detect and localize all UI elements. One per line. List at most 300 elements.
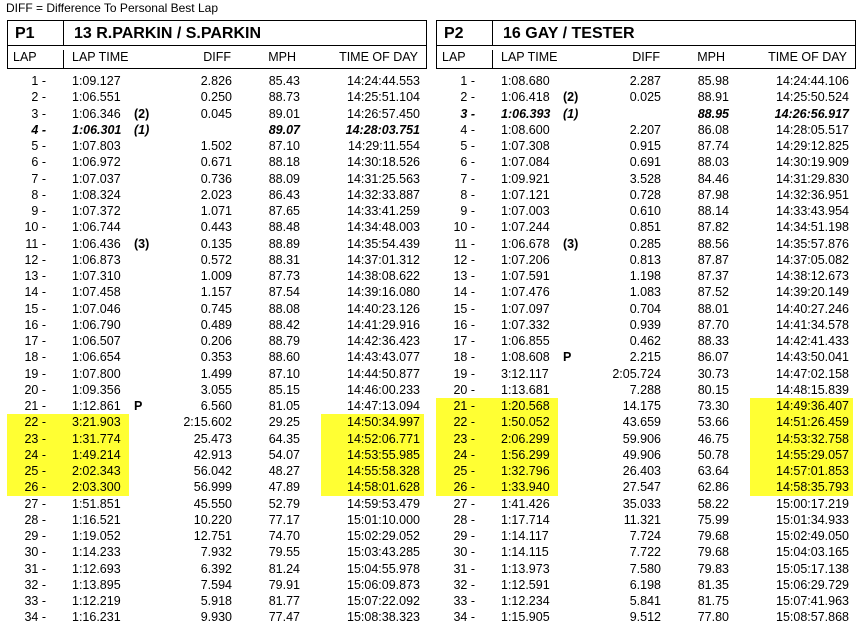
- lap-row: [7, 73, 427, 89]
- mph-value: 77.47: [268, 610, 300, 625]
- lap-time: 1:49.214: [72, 447, 121, 462]
- time-of-day: 14:34:48.003: [347, 220, 420, 235]
- time-of-day: 14:31:29.830: [776, 171, 849, 186]
- time-of-day: 14:53:55.985: [347, 447, 420, 462]
- diff-value: 0.939: [629, 317, 661, 332]
- time-of-day: 14:43:50.041: [776, 350, 849, 365]
- mph-value: 88.48: [268, 220, 300, 235]
- lap-number: 19 -: [453, 366, 475, 381]
- lap-number: 28 -: [24, 512, 46, 527]
- lap-number: 18 -: [24, 350, 46, 365]
- lap-time: 1:06.873: [72, 252, 121, 267]
- driver-panel-p1: [7, 20, 427, 626]
- lap-time: 1:06.678: [501, 236, 550, 251]
- mph-value: 80.15: [697, 382, 729, 397]
- mph-value: 81.77: [268, 594, 300, 608]
- diff-value: 43.659: [622, 415, 661, 430]
- col-mph: MPH: [268, 50, 296, 64]
- diff-value: 7.724: [629, 529, 661, 543]
- position-label: P1: [15, 25, 35, 42]
- mph-value: 85.15: [268, 382, 300, 397]
- lap-row: [7, 398, 427, 414]
- diff-value: 1.009: [200, 269, 232, 283]
- diff-value: 2.023: [200, 187, 232, 202]
- lap-row: [7, 609, 427, 625]
- lap-number: 25 -: [453, 464, 475, 478]
- lap-number: 16 -: [453, 317, 475, 332]
- panel-header: [7, 20, 427, 46]
- lap-number: 18 -: [453, 350, 475, 365]
- lap-number: 3 -: [460, 106, 475, 121]
- mph-value: 85.43: [268, 74, 300, 88]
- lap-row: [7, 447, 427, 463]
- diff-value: 2:05.724: [612, 366, 661, 381]
- lap-row: [436, 317, 856, 333]
- time-of-day: 14:40:27.246: [776, 301, 849, 316]
- lap-number: 8 -: [460, 187, 475, 202]
- diff-value: 1.083: [629, 285, 661, 300]
- lap-number: 9 -: [31, 204, 46, 218]
- time-of-day: 14:46:00.233: [347, 382, 420, 397]
- lap-time: 1:07.591: [501, 269, 550, 283]
- diff-value: 9.512: [629, 610, 661, 625]
- time-of-day: 15:03:43.285: [347, 545, 420, 560]
- lap-row: [436, 138, 856, 154]
- mph-value: 30.73: [697, 366, 729, 381]
- lap-time: 1:07.458: [72, 285, 121, 300]
- mph-value: 81.24: [268, 561, 300, 576]
- lap-time: 1:15.905: [501, 610, 550, 625]
- lap-time: 1:13.895: [72, 577, 121, 592]
- col-lap-time: LAP TIME: [72, 50, 129, 64]
- time-of-day: 14:59:53.479: [347, 496, 420, 511]
- diff-value: 1.502: [200, 139, 232, 153]
- diff-value: 0.704: [629, 301, 661, 316]
- diff-value: 7.288: [629, 382, 661, 397]
- diff-value: 7.594: [200, 577, 232, 592]
- lap-number: 26 -: [24, 480, 46, 495]
- diff-value: 0.353: [200, 350, 232, 365]
- lap-number: 14 -: [24, 285, 46, 300]
- diff-value: 0.728: [629, 187, 661, 202]
- lap-time: 2:06.299: [501, 431, 550, 446]
- time-of-day: 15:07:22.092: [347, 594, 420, 608]
- mph-value: 79.55: [268, 545, 300, 560]
- lap-time: 1:14.115: [501, 545, 549, 560]
- driver-names: 16 GAY / TESTER: [503, 25, 635, 42]
- diff-value: 6.198: [629, 577, 661, 592]
- mph-value: 88.33: [697, 334, 729, 348]
- diff-value: 2.215: [629, 350, 661, 365]
- lap-number: 5 -: [31, 139, 46, 153]
- time-of-day: 14:30:19.909: [776, 155, 849, 170]
- time-of-day: 14:38:12.673: [776, 269, 849, 283]
- lap-row: [436, 398, 856, 414]
- lap-number: 28 -: [453, 512, 475, 527]
- lap-row: [436, 609, 856, 625]
- mph-value: 74.70: [268, 529, 300, 543]
- lap-row: [436, 203, 856, 219]
- lap-time: 1:06.418: [501, 90, 550, 105]
- mph-value: 87.10: [268, 139, 300, 153]
- mph-value: 89.01: [268, 106, 300, 121]
- lap-number: 2 -: [460, 90, 475, 105]
- lap-row: [7, 561, 427, 577]
- lap-time: 1:50.052: [501, 415, 550, 430]
- lap-number: 32 -: [24, 577, 46, 592]
- lap-rows: [7, 73, 427, 626]
- time-of-day: 14:38:08.622: [347, 269, 420, 283]
- mph-value: 54.07: [268, 447, 300, 462]
- lap-time: 1:12.234: [501, 594, 550, 608]
- time-of-day: 14:37:05.082: [776, 252, 849, 267]
- lap-number: 5 -: [460, 139, 475, 153]
- lap-number: 27 -: [24, 496, 46, 511]
- mph-value: 87.74: [697, 139, 729, 153]
- lap-row: [436, 236, 856, 252]
- col-time-of-day: TIME OF DAY: [768, 50, 847, 64]
- mph-value: 88.14: [697, 204, 729, 218]
- panel-header: [436, 20, 856, 46]
- mph-value: 81.05: [268, 399, 300, 413]
- time-of-day: 14:32:33.887: [347, 187, 420, 202]
- mph-value: 79.68: [697, 545, 729, 560]
- time-of-day: 15:02:49.050: [776, 529, 849, 543]
- lap-marker: (1): [134, 122, 150, 137]
- mph-value: 81.75: [697, 594, 729, 608]
- mph-value: 87.10: [268, 366, 300, 381]
- time-of-day: 15:08:38.323: [347, 610, 420, 625]
- lap-row: [436, 479, 856, 495]
- mph-value: 87.52: [697, 285, 729, 300]
- lap-number: 3 -: [31, 106, 46, 121]
- lap-number: 22 -: [24, 415, 46, 430]
- mph-value: 87.87: [697, 252, 729, 267]
- lap-row: [7, 366, 427, 382]
- mph-value: 79.68: [697, 529, 729, 543]
- mph-value: 88.89: [268, 236, 300, 251]
- diff-value: 56.042: [193, 464, 232, 478]
- lap-number: 13 -: [453, 269, 475, 283]
- lap-row: [436, 268, 856, 284]
- time-of-day: 15:01:10.000: [347, 512, 420, 527]
- lap-number: 7 -: [460, 171, 475, 186]
- diff-value: 10.220: [193, 512, 232, 527]
- lap-row: [7, 301, 427, 317]
- time-of-day: 14:44:50.877: [347, 366, 420, 381]
- diff-value: 0.610: [629, 204, 661, 218]
- diff-value: 42.913: [193, 447, 232, 462]
- lap-time: 1:07.372: [72, 204, 121, 218]
- mph-value: 88.18: [268, 155, 300, 170]
- time-of-day: 14:57:01.853: [776, 464, 849, 478]
- time-of-day: 14:49:36.407: [776, 399, 849, 413]
- lap-time: 1:16.521: [72, 512, 121, 527]
- lap-number: 1 -: [460, 74, 475, 88]
- mph-value: 81.35: [697, 577, 729, 592]
- lap-time: 3:21.903: [72, 415, 121, 430]
- lap-number: 14 -: [453, 285, 475, 300]
- diff-value: 5.841: [629, 594, 661, 608]
- diff-value: 0.285: [629, 236, 661, 251]
- time-of-day: 14:39:20.149: [776, 285, 849, 300]
- driver-names: 13 R.PARKIN / S.PARKIN: [74, 25, 261, 42]
- time-of-day: 14:50:34.997: [347, 415, 420, 430]
- time-of-day: 14:47:13.094: [347, 399, 420, 413]
- lap-row: [436, 544, 856, 560]
- lap-row: [436, 219, 856, 235]
- lap-row: [7, 414, 427, 430]
- mph-value: 86.07: [697, 350, 729, 365]
- lap-row: [7, 317, 427, 333]
- lap-number: 30 -: [24, 545, 46, 560]
- diff-value: 0.915: [629, 139, 661, 153]
- lap-row: [7, 528, 427, 544]
- lap-time: 1:51.851: [72, 496, 121, 511]
- lap-time: 1:06.551: [72, 90, 121, 105]
- lap-row: [436, 496, 856, 512]
- lap-row: [436, 301, 856, 317]
- diff-value: 3.055: [200, 382, 232, 397]
- mph-value: 52.79: [268, 496, 300, 511]
- mph-value: 73.30: [697, 399, 729, 413]
- lap-row: [7, 512, 427, 528]
- diff-value: 6.560: [200, 399, 232, 413]
- lap-row: [7, 219, 427, 235]
- lap-row: [436, 106, 856, 122]
- lap-time: 1:09.356: [72, 382, 121, 397]
- lap-marker: P: [563, 350, 572, 365]
- mph-value: 88.31: [268, 252, 300, 267]
- lap-row: [436, 154, 856, 170]
- mph-value: 89.07: [268, 122, 300, 137]
- diff-value: 2.826: [200, 74, 232, 88]
- time-of-day: 14:53:32.758: [776, 431, 849, 446]
- time-of-day: 15:02:29.052: [347, 529, 420, 543]
- lap-number: 8 -: [31, 187, 46, 202]
- lap-time: 1:07.476: [501, 285, 550, 300]
- lap-number: 21 -: [24, 399, 46, 413]
- lap-number: 11 -: [25, 236, 46, 251]
- diff-value: 6.392: [200, 561, 232, 576]
- mph-value: 88.60: [268, 350, 300, 365]
- time-of-day: 14:30:18.526: [347, 155, 420, 170]
- lap-rows: [436, 73, 856, 626]
- lap-time: 1:06.654: [72, 350, 121, 365]
- diff-value: 0.691: [629, 155, 661, 170]
- mph-value: 84.46: [697, 171, 729, 186]
- lap-time: 1:33.940: [501, 480, 550, 495]
- lap-row: [436, 284, 856, 300]
- lap-row: [436, 187, 856, 203]
- lap-number: 10 -: [453, 220, 475, 235]
- col-lap: LAP: [442, 50, 466, 64]
- time-of-day: 14:39:16.080: [347, 285, 420, 300]
- mph-value: 63.64: [697, 464, 729, 478]
- lap-row: [436, 89, 856, 105]
- lap-row: [7, 236, 427, 252]
- header-divider: [492, 50, 493, 68]
- lap-time: 1:12.693: [72, 561, 121, 576]
- diff-value: 26.403: [622, 464, 661, 478]
- driver-panel-p2: [436, 20, 856, 626]
- column-header-row: [7, 46, 427, 69]
- lap-time: 1:07.310: [72, 269, 121, 283]
- lap-time: 1:07.206: [501, 252, 550, 267]
- col-diff: DIFF: [632, 50, 660, 64]
- lap-row: [7, 496, 427, 512]
- lap-row: [436, 382, 856, 398]
- time-of-day: 15:07:41.963: [776, 594, 849, 608]
- lap-marker: (2): [563, 90, 579, 105]
- lap-time: 3:12.117: [501, 366, 549, 381]
- time-of-day: 14:29:11.554: [347, 139, 420, 153]
- lap-row: [436, 431, 856, 447]
- lap-time: 1:07.800: [72, 366, 121, 381]
- diff-value: 2.207: [629, 122, 661, 137]
- diff-value: 11.321: [623, 512, 661, 527]
- lap-number: 20 -: [453, 382, 475, 397]
- mph-value: 48.27: [268, 464, 300, 478]
- diff-value: 0.045: [200, 106, 232, 121]
- lap-row: [7, 138, 427, 154]
- time-of-day: 14:42:41.433: [776, 334, 849, 348]
- lap-time: 1:13.973: [501, 561, 550, 576]
- lap-time: 1:14.117: [501, 529, 549, 543]
- lap-number: 25 -: [24, 464, 46, 478]
- diff-value: 5.918: [200, 594, 232, 608]
- lap-number: 31 -: [453, 561, 475, 576]
- lap-row: [7, 122, 427, 138]
- time-of-day: 14:42:36.423: [347, 334, 420, 348]
- lap-row: [7, 463, 427, 479]
- lap-row: [7, 106, 427, 122]
- lap-number: 32 -: [453, 577, 475, 592]
- diff-value: 59.906: [622, 431, 661, 446]
- mph-value: 79.91: [268, 577, 300, 592]
- lap-time: 1:07.037: [72, 171, 121, 186]
- time-of-day: 14:51:26.459: [776, 415, 849, 430]
- time-of-day: 15:05:17.138: [776, 561, 849, 576]
- lap-row: [7, 349, 427, 365]
- diff-value: 0.206: [200, 334, 232, 348]
- time-of-day: 14:24:44.106: [776, 74, 849, 88]
- time-of-day: 15:01:34.933: [776, 512, 849, 527]
- mph-value: 88.09: [268, 171, 300, 186]
- lap-number: 27 -: [453, 496, 475, 511]
- lap-number: 16 -: [24, 317, 46, 332]
- lap-number: 19 -: [24, 366, 46, 381]
- lap-time: 1:07.332: [501, 317, 550, 332]
- time-of-day: 14:28:05.517: [776, 122, 849, 137]
- lap-time: 2:02.343: [72, 464, 121, 478]
- lap-row: [436, 122, 856, 138]
- lap-number: 33 -: [24, 594, 46, 608]
- time-of-day: 14:35:54.439: [347, 236, 420, 251]
- mph-value: 29.25: [268, 415, 300, 430]
- lap-marker: (3): [563, 236, 579, 251]
- lap-time: 1:20.568: [501, 399, 550, 413]
- header-divider: [492, 21, 493, 45]
- diff-value: 3.528: [629, 171, 661, 186]
- lap-number: 6 -: [31, 155, 46, 170]
- lap-row: [7, 431, 427, 447]
- lap-row: [7, 479, 427, 495]
- lap-row: [436, 252, 856, 268]
- diff-value: 12.751: [193, 529, 232, 543]
- lap-row: [436, 349, 856, 365]
- lap-time: 1:08.608: [501, 350, 550, 365]
- lap-number: 11 -: [454, 236, 475, 251]
- col-time-of-day: TIME OF DAY: [339, 50, 418, 64]
- lap-row: [7, 203, 427, 219]
- mph-value: 50.78: [697, 447, 729, 462]
- lap-row: [7, 154, 427, 170]
- mph-value: 88.79: [268, 334, 300, 348]
- lap-time: 1:08.324: [72, 187, 121, 202]
- lap-time: 1:07.084: [501, 155, 550, 170]
- diff-value: 25.473: [193, 431, 232, 446]
- lap-time: 1:13.681: [501, 382, 550, 397]
- diff-value: 1.157: [200, 285, 232, 300]
- diff-value: 56.999: [193, 480, 232, 495]
- time-of-day: 14:43:43.077: [347, 350, 420, 365]
- time-of-day: 14:25:50.524: [776, 90, 849, 105]
- lap-time: 1:07.003: [501, 204, 550, 218]
- lap-time: 1:07.244: [501, 220, 550, 235]
- mph-value: 75.99: [697, 512, 729, 527]
- lap-row: [436, 528, 856, 544]
- diff-value: 0.813: [629, 252, 661, 267]
- lap-number: 7 -: [31, 171, 46, 186]
- time-of-day: 14:29:12.825: [776, 139, 849, 153]
- time-of-day: 14:52:06.771: [347, 431, 420, 446]
- lap-row: [436, 512, 856, 528]
- time-of-day: 14:26:56.917: [774, 106, 849, 121]
- lap-row: [436, 414, 856, 430]
- mph-value: 88.03: [697, 155, 729, 170]
- lap-number: 26 -: [453, 480, 475, 495]
- lap-row: [7, 284, 427, 300]
- mph-value: 88.91: [697, 90, 729, 105]
- diff-value: 35.033: [622, 496, 661, 511]
- col-lap-time: LAP TIME: [501, 50, 558, 64]
- time-of-day: 14:40:23.126: [347, 301, 420, 316]
- mph-value: 88.01: [697, 301, 729, 316]
- lap-row: [436, 561, 856, 577]
- col-lap: LAP: [13, 50, 37, 64]
- diff-value: 0.462: [629, 334, 661, 348]
- time-of-day: 14:55:58.328: [347, 464, 420, 478]
- lap-time: 1:06.790: [72, 317, 121, 332]
- mph-value: 88.95: [697, 106, 729, 121]
- lap-row: [436, 333, 856, 349]
- time-of-day: 15:06:29.729: [776, 577, 849, 592]
- lap-time: 1:14.233: [72, 545, 121, 560]
- diff-value: 0.851: [629, 220, 661, 235]
- mph-value: 87.37: [697, 269, 729, 283]
- diff-value: 7.722: [629, 545, 661, 560]
- col-mph: MPH: [697, 50, 725, 64]
- lap-number: 34 -: [453, 610, 475, 625]
- lap-time: 1:07.097: [501, 301, 550, 316]
- lap-time: 1:09.921: [501, 171, 550, 186]
- lap-row: [436, 171, 856, 187]
- diff-value: 0.736: [200, 171, 232, 186]
- mph-value: 53.66: [697, 415, 729, 430]
- lap-row: [7, 171, 427, 187]
- lap-row: [436, 366, 856, 382]
